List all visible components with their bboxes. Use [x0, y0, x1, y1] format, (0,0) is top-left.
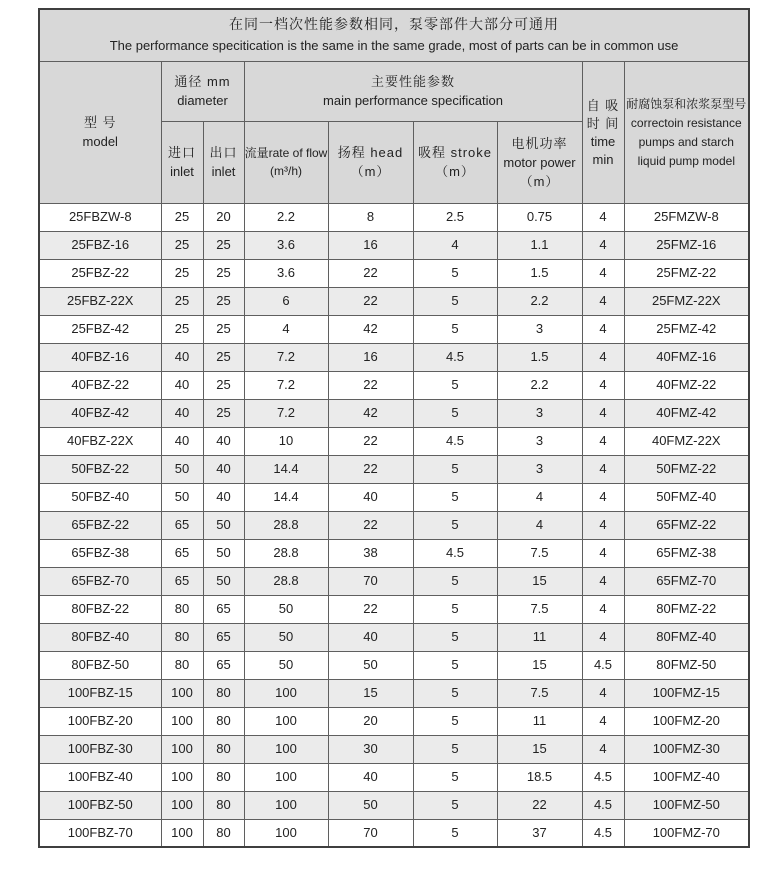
stroke-cell: 4.5 [413, 539, 497, 567]
pump-table-body [39, 203, 749, 847]
stroke-cell: 5 [413, 707, 497, 735]
table-row [39, 567, 749, 595]
table-row [39, 315, 749, 343]
outlet-cell: 65 [203, 623, 244, 651]
column-header-motor-power: 电机功率 motor power （m） [497, 121, 582, 203]
time-cell: 4 [582, 343, 624, 371]
flow-cell: 100 [244, 791, 328, 819]
inlet-cell: 50 [161, 483, 203, 511]
time-cell: 4.5 [582, 651, 624, 679]
table-row [39, 455, 749, 483]
head-cell: 16 [328, 343, 413, 371]
table-row [39, 483, 749, 511]
head-cell: 15 [328, 679, 413, 707]
power-cell: 4 [497, 511, 582, 539]
table-row [39, 707, 749, 735]
power-cell: 1.5 [497, 343, 582, 371]
table-row [39, 791, 749, 819]
inlet-cell: 25 [161, 315, 203, 343]
time-cell: 4 [582, 679, 624, 707]
time-cell: 4 [582, 511, 624, 539]
flow-cell: 50 [244, 651, 328, 679]
fmz-model-cell: 25FMZ-22X [624, 287, 749, 315]
stroke-cell: 5 [413, 455, 497, 483]
outlet-cell: 50 [203, 567, 244, 595]
outlet-cell: 80 [203, 763, 244, 791]
fmz-model-cell: 100FMZ-15 [624, 679, 749, 707]
stroke-cell: 4.5 [413, 343, 497, 371]
column-header-diameter: 通径 mm diameter [161, 61, 244, 121]
table-row [39, 539, 749, 567]
column-header-model: 型 号 model [39, 61, 161, 203]
title-line-zh: 在同一档次性能参数相同，泵零部件大部分可通用 [229, 16, 560, 33]
model-cell: 40FBZ-22X [39, 427, 161, 455]
model-cell: 100FBZ-40 [39, 763, 161, 791]
stroke-cell: 5 [413, 735, 497, 763]
flow-cell: 28.8 [244, 539, 328, 567]
power-cell: 15 [497, 651, 582, 679]
title-line-en: The performance specitication is the same in the same grade, most of parts can be in common use [109, 37, 679, 53]
stroke-cell: 5 [413, 371, 497, 399]
power-cell: 1.1 [497, 231, 582, 259]
power-cell: 3 [497, 455, 582, 483]
head-cell: 22 [328, 287, 413, 315]
head-cell: 22 [328, 455, 413, 483]
inlet-cell: 65 [161, 511, 203, 539]
time-cell: 4 [582, 259, 624, 287]
model-cell: 80FBZ-22 [39, 595, 161, 623]
head-cell: 50 [328, 651, 413, 679]
flow-cell: 100 [244, 763, 328, 791]
inlet-cell: 65 [161, 539, 203, 567]
power-cell: 7.5 [497, 539, 582, 567]
model-cell: 65FBZ-22 [39, 511, 161, 539]
stroke-cell: 5 [413, 483, 497, 511]
inlet-cell: 25 [161, 231, 203, 259]
inlet-cell: 40 [161, 371, 203, 399]
fmz-model-cell: 80FMZ-50 [624, 651, 749, 679]
time-cell: 4 [582, 203, 624, 231]
power-cell: 0.75 [497, 203, 582, 231]
flow-cell: 100 [244, 707, 328, 735]
time-cell: 4 [582, 483, 624, 511]
time-cell: 4 [582, 539, 624, 567]
column-header-rate-of-flow: 流量rate of flow (m³/h) [244, 121, 328, 203]
stroke-cell: 4.5 [413, 427, 497, 455]
fmz-model-cell: 65FMZ-22 [624, 511, 749, 539]
flow-cell: 7.2 [244, 371, 328, 399]
time-cell: 4 [582, 287, 624, 315]
flow-cell: 100 [244, 819, 328, 847]
power-cell: 4 [497, 483, 582, 511]
fmz-model-cell: 50FMZ-22 [624, 455, 749, 483]
fmz-model-cell: 25FMZ-22 [624, 259, 749, 287]
fmz-model-cell: 100FMZ-20 [624, 707, 749, 735]
inlet-cell: 100 [161, 791, 203, 819]
stroke-cell: 5 [413, 763, 497, 791]
table-row [39, 203, 749, 231]
model-cell: 50FBZ-40 [39, 483, 161, 511]
model-cell: 40FBZ-22 [39, 371, 161, 399]
inlet-cell: 80 [161, 623, 203, 651]
table-row [39, 679, 749, 707]
outlet-cell: 80 [203, 707, 244, 735]
flow-cell: 14.4 [244, 455, 328, 483]
head-cell: 70 [328, 567, 413, 595]
head-cell: 70 [328, 819, 413, 847]
head-cell: 50 [328, 791, 413, 819]
column-header-stroke: 吸程 stroke （m） [413, 121, 497, 203]
power-cell: 15 [497, 735, 582, 763]
inlet-cell: 100 [161, 679, 203, 707]
stroke-cell: 5 [413, 287, 497, 315]
inlet-cell: 40 [161, 343, 203, 371]
power-cell: 3 [497, 315, 582, 343]
time-cell: 4 [582, 427, 624, 455]
outlet-cell: 65 [203, 651, 244, 679]
model-cell: 100FBZ-20 [39, 707, 161, 735]
flow-cell: 100 [244, 735, 328, 763]
head-cell: 40 [328, 763, 413, 791]
outlet-cell: 25 [203, 315, 244, 343]
table-row [39, 763, 749, 791]
time-cell: 4.5 [582, 763, 624, 791]
model-cell: 65FBZ-38 [39, 539, 161, 567]
head-cell: 20 [328, 707, 413, 735]
inlet-cell: 40 [161, 427, 203, 455]
fmz-model-cell: 100FMZ-30 [624, 735, 749, 763]
outlet-cell: 80 [203, 791, 244, 819]
outlet-cell: 25 [203, 343, 244, 371]
time-cell: 4 [582, 315, 624, 343]
head-cell: 38 [328, 539, 413, 567]
outlet-cell: 40 [203, 427, 244, 455]
outlet-cell: 80 [203, 735, 244, 763]
table-title [39, 9, 749, 61]
power-cell: 3 [497, 427, 582, 455]
flow-cell: 4 [244, 315, 328, 343]
outlet-cell: 65 [203, 595, 244, 623]
table-row [39, 343, 749, 371]
fmz-model-cell: 40FMZ-16 [624, 343, 749, 371]
flow-cell: 3.6 [244, 259, 328, 287]
power-cell: 7.5 [497, 679, 582, 707]
flow-cell: 50 [244, 623, 328, 651]
model-cell: 100FBZ-50 [39, 791, 161, 819]
head-cell: 22 [328, 259, 413, 287]
stroke-cell: 5 [413, 791, 497, 819]
outlet-cell: 50 [203, 511, 244, 539]
inlet-cell: 100 [161, 707, 203, 735]
model-cell: 100FBZ-30 [39, 735, 161, 763]
time-cell: 4 [582, 595, 624, 623]
table-row [39, 511, 749, 539]
head-cell: 22 [328, 595, 413, 623]
model-cell: 100FBZ-70 [39, 819, 161, 847]
model-cell: 80FBZ-40 [39, 623, 161, 651]
head-cell: 16 [328, 231, 413, 259]
flow-cell: 28.8 [244, 567, 328, 595]
inlet-cell: 80 [161, 651, 203, 679]
time-cell: 4.5 [582, 791, 624, 819]
stroke-cell: 5 [413, 567, 497, 595]
power-cell: 2.2 [497, 287, 582, 315]
outlet-cell: 80 [203, 679, 244, 707]
time-cell: 4 [582, 399, 624, 427]
head-cell: 8 [328, 203, 413, 231]
model-cell: 65FBZ-70 [39, 567, 161, 595]
table-row [39, 371, 749, 399]
time-cell: 4 [582, 371, 624, 399]
flow-cell: 100 [244, 679, 328, 707]
stroke-cell: 5 [413, 399, 497, 427]
model-cell: 50FBZ-22 [39, 455, 161, 483]
outlet-cell: 25 [203, 399, 244, 427]
inlet-cell: 65 [161, 567, 203, 595]
head-cell: 30 [328, 735, 413, 763]
inlet-cell: 100 [161, 763, 203, 791]
inlet-cell: 80 [161, 595, 203, 623]
inlet-cell: 100 [161, 735, 203, 763]
inlet-cell: 40 [161, 399, 203, 427]
power-cell: 15 [497, 567, 582, 595]
outlet-cell: 40 [203, 483, 244, 511]
power-cell: 18.5 [497, 763, 582, 791]
column-header-inlet: 进口 inlet [161, 121, 203, 203]
fmz-model-cell: 100FMZ-40 [624, 763, 749, 791]
flow-cell: 6 [244, 287, 328, 315]
fmz-model-cell: 65FMZ-70 [624, 567, 749, 595]
outlet-cell: 20 [203, 203, 244, 231]
model-cell: 25FBZ-22X [39, 287, 161, 315]
fmz-model-cell: 100FMZ-70 [624, 819, 749, 847]
head-cell: 42 [328, 399, 413, 427]
flow-cell: 50 [244, 595, 328, 623]
inlet-cell: 25 [161, 287, 203, 315]
outlet-cell: 50 [203, 539, 244, 567]
model-cell: 25FBZW-8 [39, 203, 161, 231]
head-cell: 40 [328, 483, 413, 511]
outlet-cell: 25 [203, 371, 244, 399]
column-header-resistance-pump-model: 耐腐蚀泵和浓浆泵型号 correctoin resistance pumps and starch liquid pump model [624, 61, 749, 203]
time-cell: 4 [582, 623, 624, 651]
flow-cell: 28.8 [244, 511, 328, 539]
flow-cell: 2.2 [244, 203, 328, 231]
stroke-cell: 5 [413, 819, 497, 847]
power-cell: 1.5 [497, 259, 582, 287]
column-header-main-performance: 主要性能参数 main performance specification [244, 61, 582, 121]
power-cell: 3 [497, 399, 582, 427]
table-row [39, 595, 749, 623]
stroke-cell: 5 [413, 511, 497, 539]
time-cell: 4 [582, 231, 624, 259]
table-row [39, 819, 749, 847]
outlet-cell: 40 [203, 455, 244, 483]
stroke-cell: 4 [413, 231, 497, 259]
table-row [39, 259, 749, 287]
time-cell: 4 [582, 455, 624, 483]
power-cell: 11 [497, 707, 582, 735]
fmz-model-cell: 80FMZ-22 [624, 595, 749, 623]
model-cell: 40FBZ-42 [39, 399, 161, 427]
stroke-cell: 2.5 [413, 203, 497, 231]
head-cell: 22 [328, 371, 413, 399]
power-cell: 22 [497, 791, 582, 819]
power-cell: 7.5 [497, 595, 582, 623]
flow-cell: 10 [244, 427, 328, 455]
fmz-model-cell: 40FMZ-42 [624, 399, 749, 427]
stroke-cell: 5 [413, 315, 497, 343]
head-cell: 22 [328, 511, 413, 539]
fmz-model-cell: 25FMZ-42 [624, 315, 749, 343]
table-row [39, 231, 749, 259]
stroke-cell: 5 [413, 259, 497, 287]
time-cell: 4 [582, 707, 624, 735]
flow-cell: 14.4 [244, 483, 328, 511]
inlet-cell: 25 [161, 203, 203, 231]
fmz-model-cell: 100FMZ-50 [624, 791, 749, 819]
fmz-model-cell: 80FMZ-40 [624, 623, 749, 651]
outlet-cell: 25 [203, 231, 244, 259]
fmz-model-cell: 25FMZ-16 [624, 231, 749, 259]
fmz-model-cell: 50FMZ-40 [624, 483, 749, 511]
time-cell: 4 [582, 567, 624, 595]
power-cell: 2.2 [497, 371, 582, 399]
fmz-model-cell: 65FMZ-38 [624, 539, 749, 567]
time-cell: 4.5 [582, 819, 624, 847]
table-row [39, 427, 749, 455]
table-row [39, 735, 749, 763]
pump-spec-table [38, 8, 750, 848]
head-cell: 42 [328, 315, 413, 343]
table-row [39, 623, 749, 651]
table-row [39, 399, 749, 427]
time-cell: 4 [582, 735, 624, 763]
inlet-cell: 50 [161, 455, 203, 483]
head-cell: 22 [328, 427, 413, 455]
model-cell: 100FBZ-15 [39, 679, 161, 707]
power-cell: 11 [497, 623, 582, 651]
model-cell: 80FBZ-50 [39, 651, 161, 679]
header-row-top [39, 61, 749, 121]
outlet-cell: 25 [203, 259, 244, 287]
column-header-self-priming-time: 自 吸 时 间 time min [582, 61, 624, 203]
table-row [39, 651, 749, 679]
fmz-model-cell: 25FMZW-8 [624, 203, 749, 231]
inlet-cell: 100 [161, 819, 203, 847]
stroke-cell: 5 [413, 679, 497, 707]
head-cell: 40 [328, 623, 413, 651]
column-header-head: 扬程 head （m） [328, 121, 413, 203]
flow-cell: 7.2 [244, 399, 328, 427]
inlet-cell: 25 [161, 259, 203, 287]
model-cell: 25FBZ-42 [39, 315, 161, 343]
stroke-cell: 5 [413, 595, 497, 623]
outlet-cell: 80 [203, 819, 244, 847]
fmz-model-cell: 40FMZ-22X [624, 427, 749, 455]
stroke-cell: 5 [413, 623, 497, 651]
outlet-cell: 25 [203, 287, 244, 315]
flow-cell: 7.2 [244, 343, 328, 371]
flow-cell: 3.6 [244, 231, 328, 259]
model-cell: 25FBZ-16 [39, 231, 161, 259]
column-header-outlet: 出口 inlet [203, 121, 244, 203]
power-cell: 37 [497, 819, 582, 847]
fmz-model-cell: 40FMZ-22 [624, 371, 749, 399]
model-cell: 40FBZ-16 [39, 343, 161, 371]
model-cell: 25FBZ-22 [39, 259, 161, 287]
table-row [39, 287, 749, 315]
table-title-row [39, 9, 749, 61]
stroke-cell: 5 [413, 651, 497, 679]
